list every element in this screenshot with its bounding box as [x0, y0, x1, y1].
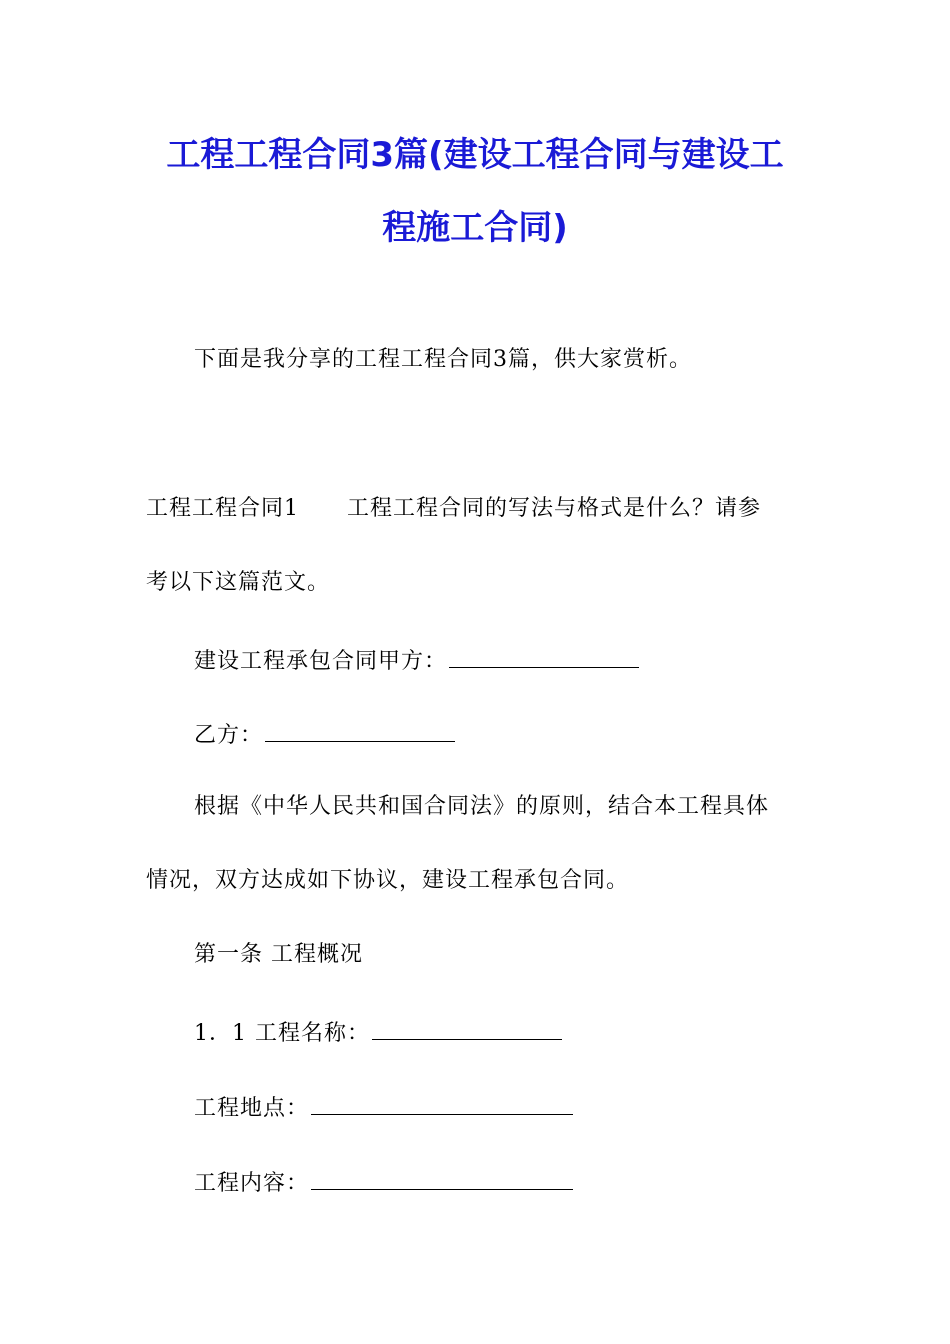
article-1-title-text: 第一条 工程概况: [194, 942, 363, 967]
document-title-line-2: 程施工合同): [382, 208, 568, 248]
project-location-line: [194, 1092, 573, 1124]
section-1-lead-line-1: [146, 494, 761, 524]
section-1-heading: 工程工程合同1: [146, 496, 299, 521]
project-content-blank[interactable]: [311, 1167, 573, 1190]
project-content-line: [194, 1167, 573, 1199]
section-1-lead-line-2: [146, 568, 330, 598]
project-content-label: 工程内容：: [194, 1171, 310, 1196]
section-1-lead-text-1: 工程工程合同的写法与格式是什么？请参: [347, 496, 762, 521]
project-name-blank[interactable]: [372, 1017, 562, 1040]
document-title-line-1: 工程工程合同3篇(建设工程合同与建设工: [166, 135, 784, 175]
basis-line-1: [194, 792, 769, 822]
project-name-label: 1．1 工程名称：: [194, 1021, 370, 1046]
article-1-title: [194, 940, 363, 970]
party-a-line: [194, 645, 639, 677]
section-1-lead-text-2: 考以下这篇范文。: [146, 570, 331, 595]
intro-text: 下面是我分享的工程工程合同3篇，供大家赏析。: [194, 347, 692, 372]
project-location-label: 工程地点：: [194, 1096, 310, 1121]
basis-line-2: [146, 866, 629, 896]
project-location-blank[interactable]: [311, 1092, 573, 1115]
party-b-line: [194, 719, 455, 751]
intro-paragraph: [194, 345, 692, 375]
party-a-label: 建设工程承包合同甲方：: [194, 649, 448, 674]
party-b-label: 乙方：: [194, 723, 264, 748]
party-a-blank[interactable]: [449, 645, 639, 668]
party-b-blank[interactable]: [265, 719, 455, 742]
basis-text-1: 根据《中华人民共和国合同法》的原则，结合本工程具体: [194, 794, 770, 819]
project-name-line: [194, 1017, 562, 1049]
basis-text-2: 情况，双方达成如下协议，建设工程承包合同。: [146, 868, 630, 893]
